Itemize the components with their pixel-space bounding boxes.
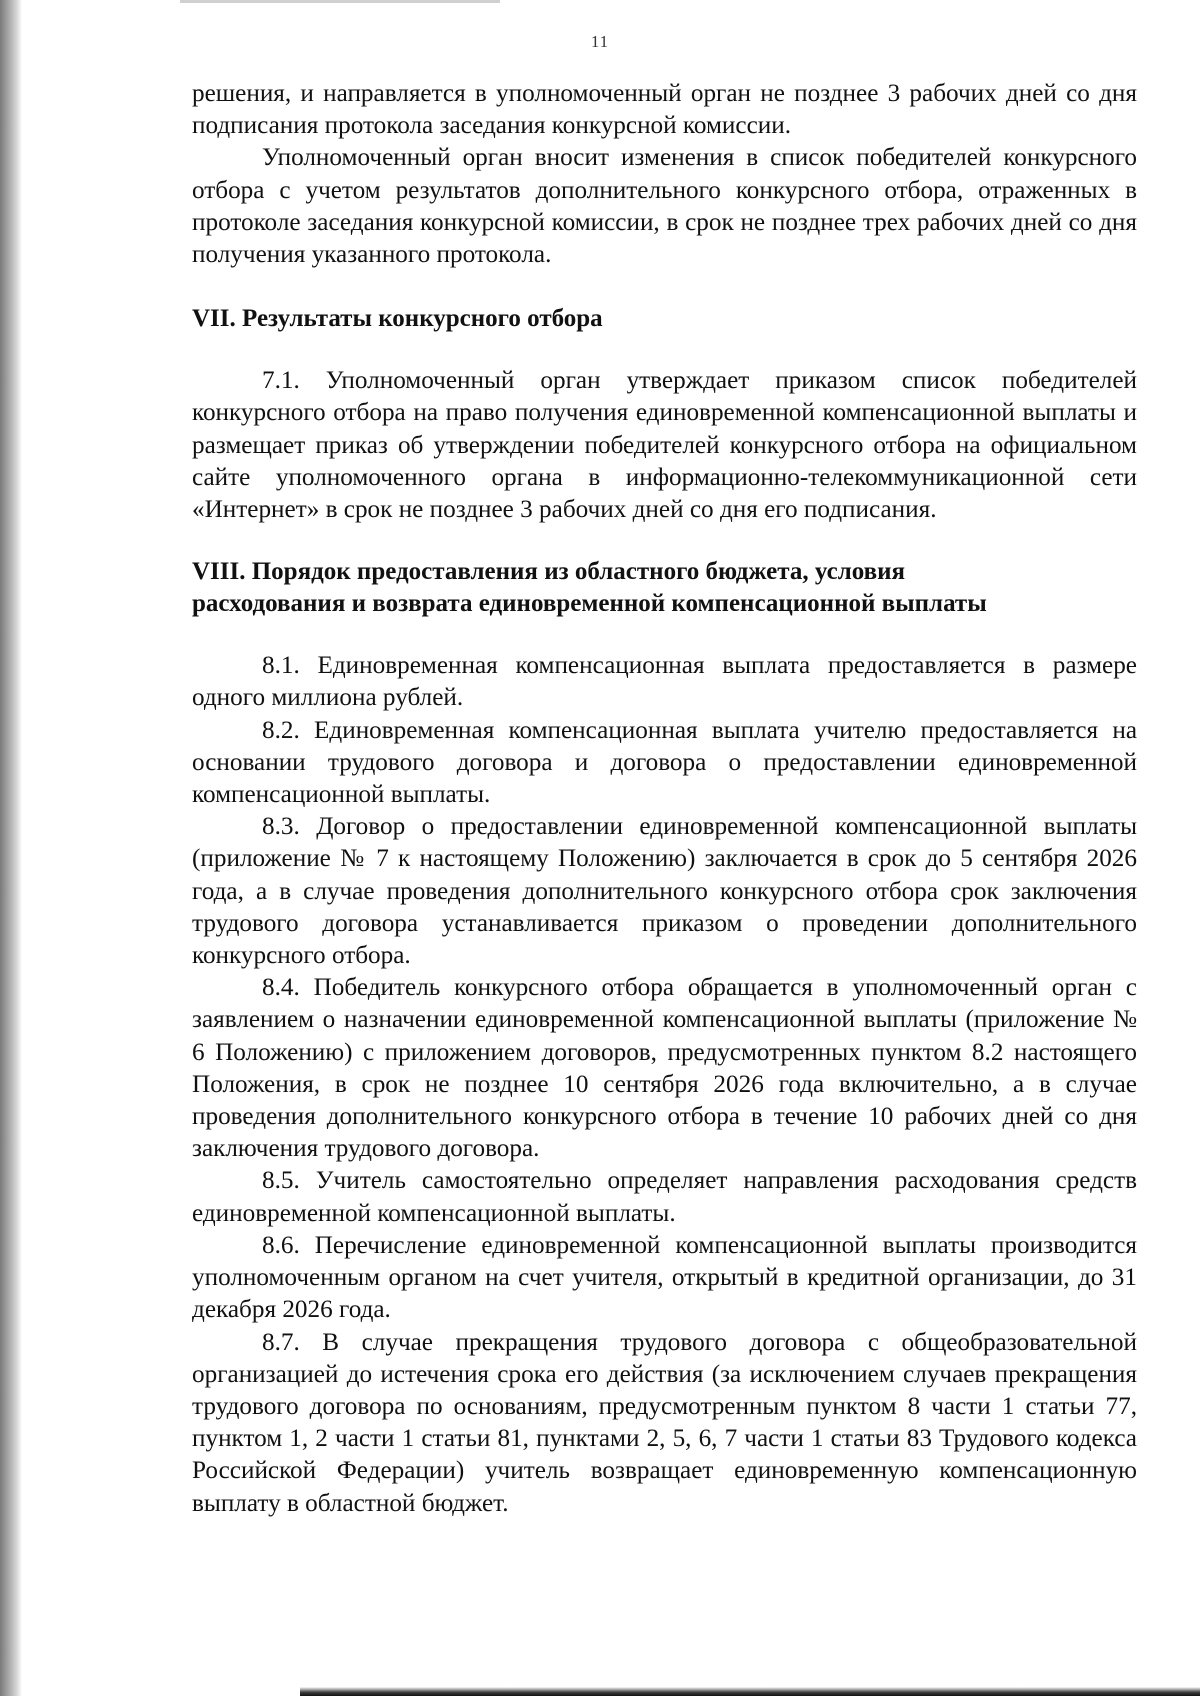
section-8-heading-line-1: VIII. Порядок предоставления из областного бюджета, условия: [192, 558, 906, 586]
page-number: 11: [590, 32, 610, 51]
scan-left-edge: [0, 0, 22, 1696]
section-7-heading: VII. Результаты конкурсного отбора: [192, 305, 603, 333]
section-8-heading: [192, 556, 1137, 620]
document-body: [192, 78, 1137, 1520]
section-8-heading-line-2: расходования и возврата единовременной компенсационной выплаты: [192, 590, 987, 618]
paragraph-7-1: 7.1. Уполномоченный орган утверждает приказом список победителей конкурсного отбора на право получения единовременной компенсационной выплаты и размещает приказ об утверждении победителей конкурсного отбора на официальном сайте уполномоченного органа в информационно-телекоммуникационной сети «Интернет» в срок не позднее 3 рабочих дней со дня его подписания.: [192, 367, 1137, 524]
paragraph-8-5: 8.5. Учитель самостоятельно определяет направления расходования средств единовременной компенсационной выплаты.: [192, 1167, 1137, 1227]
paragraph-list-changes: Уполномоченный орган вносит изменения в список победителей конкурсного отбора с учетом результатов дополнительного конкурсного отбора, отраженных в протоколе заседания конкурсной комиссии, в срок не позднее трех рабочих дней со дня получения указанного протокола.: [192, 144, 1137, 269]
paragraph-continuation: решения, и направляется в уполномоченный орган не позднее 3 рабочих дней со дня подписания протокола заседания конкурсной комиссии.: [192, 80, 1137, 140]
paragraph-8-7: 8.7. В случае прекращения трудового договора с общеобразовательной организацией до истечения срока его действия (за исключением случаев прекращения трудового договора по основаниям, предусмотренным пунктом 8 части 1 статьи 77, пунктом 1, 2 части 1 статьи 81, пунктами 2, 5, 6, 7 части 1 статьи 83 Трудового кодекса Российской Федерации) учитель возвращает единовременную компенсационную выплату в областной бюджет.: [192, 1328, 1137, 1517]
paragraph-8-6: 8.6. Перечисление единовременной компенсационной выплаты производится уполномоченным органом на счет учителя, открытый в кредитной организации, до 31 декабря 2026 года.: [192, 1231, 1137, 1324]
scan-bottom-edge: [300, 1687, 1200, 1696]
paragraph-8-3: 8.3. Договор о предоставлении единовременной компенсационной выплаты (приложение № 7 к настоящему Положению) заключается в срок до 5 сентября 2026 года, а в случае проведения дополнительного конкурсного отбора срок заключения трудового договора устанавливается приказом о проведении дополнительного конкурсного отбора.: [192, 813, 1137, 970]
paragraph-8-2: 8.2. Единовременная компенсационная выплата учителю предоставляется на основании трудового договора и договора о предоставлении единовременной компенсационной выплаты.: [192, 716, 1137, 809]
paragraph-8-4: 8.4. Победитель конкурсного отбора обращается в уполномоченный орган с заявлением о назначении единовременной компенсационной выплаты (приложение № 6 Положению) с приложением договоров, предусмотренных пунктом 8.2 настоящего Положения, в срок не позднее 10 сентября 2026 года включительно, а в случае проведения дополнительного конкурсного отбора в течение 10 рабочих дней со дня заключения трудового договора.: [192, 974, 1137, 1163]
scan-top-artifact: [180, 0, 500, 3]
paragraph-8-1: 8.1. Единовременная компенсационная выплата предоставляется в размере одного миллиона рублей.: [192, 652, 1137, 712]
